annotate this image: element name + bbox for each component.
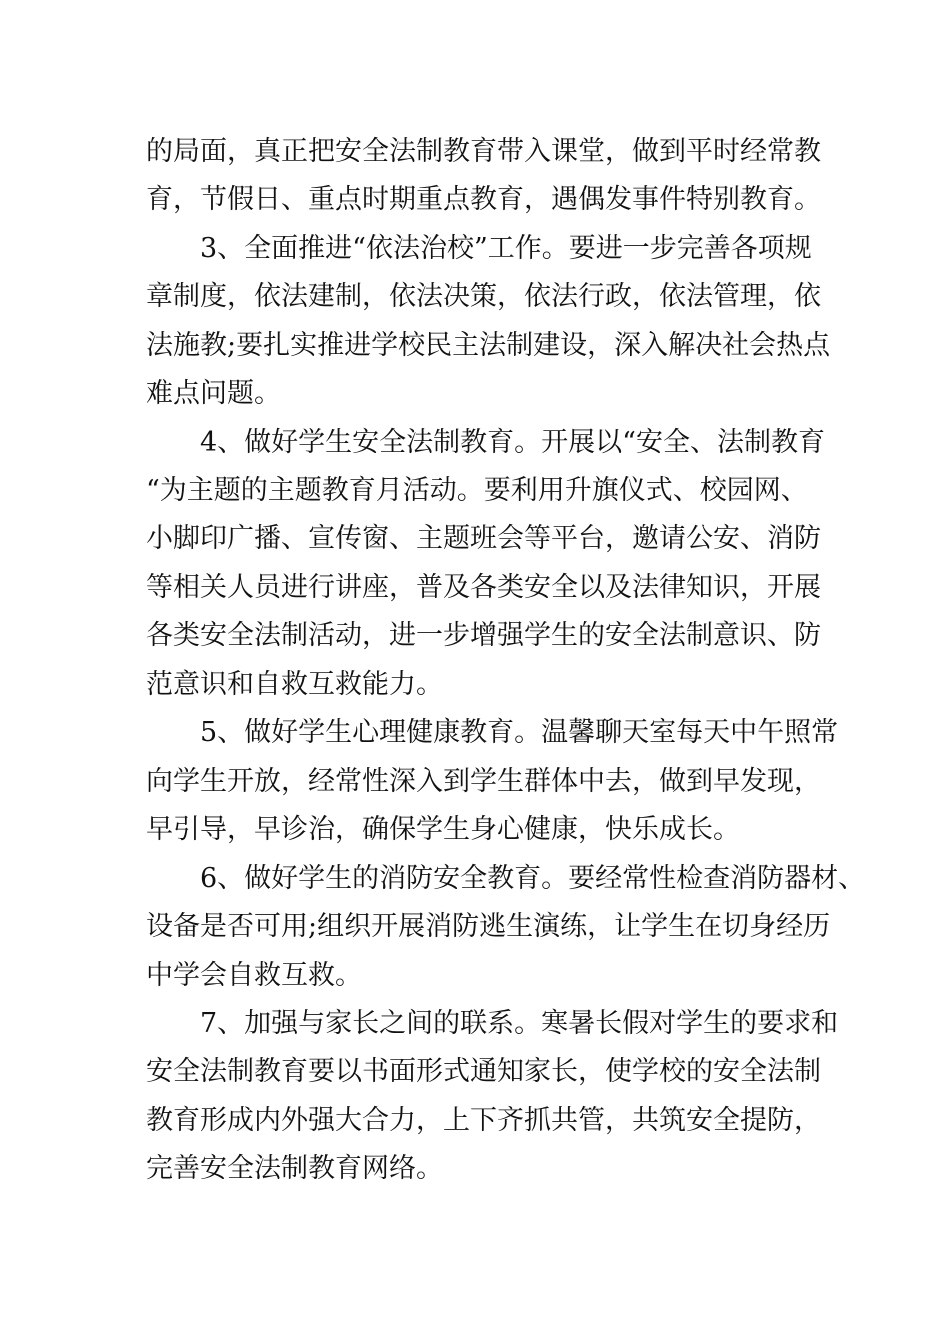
paragraph-5-line: 5、做好学生心理健康教育。温馨聊天室每天中午照常 [200,717,839,748]
paragraph-4-line: 4、做好学生安全法制教育。开展以“安全、法制教育 [200,427,825,458]
text-line: 设备是否可用;组织开展消防逃生演练，让学生在切身经历 [146,911,831,942]
text-line: 难点问题。 [146,378,281,409]
paragraph-6-line: 6、做好学生的消防安全教育。要经常性检查消防器材、 [200,863,866,894]
text-line: 育，节假日、重点时期重点教育，遇偶发事件特别教育。 [146,184,821,215]
text-line: 法施教;要扎实推进学校民主法制建设，深入解决社会热点 [146,330,831,361]
paragraph-7-line: 7、加强与家长之间的联系。寒暑长假对学生的要求和 [200,1008,839,1039]
text-line: 安全法制教育要以书面形式通知家长，使学校的安全法制 [146,1056,821,1087]
text-line: 完善安全法制教育网络。 [146,1153,443,1184]
text-line: 范意识和自救互救能力。 [146,669,443,700]
text-line: 早引导，早诊治，确保学生身心健康，快乐成长。 [146,814,740,845]
text-line: 的局面，真正把安全法制教育带入课堂，做到平时经常教 [146,136,821,167]
text-line: 教育形成内外强大合力，上下齐抓共管，共筑安全提防， [146,1105,821,1136]
text-line: 各类安全法制活动，进一步增强学生的安全法制意识、防 [146,620,821,651]
text-line: 章制度，依法建制，依法决策，依法行政，依法管理，依 [146,281,821,312]
text-line: 中学会自救互救。 [146,960,362,991]
paragraph-3-line: 3、全面推进“依法治校”工作。要进一步完善各项规 [200,233,812,264]
text-line: 向学生开放，经常性深入到学生群体中去，做到早发现， [146,766,821,797]
text-line: “为主题的主题教育月活动。要利用升旗仪式、校园网、 [146,475,808,506]
text-line: 小脚印广播、宣传窗、主题班会等平台，邀请公安、消防 [146,523,821,554]
text-line: 等相关人员进行讲座，普及各类安全以及法律知识，开展 [146,572,821,603]
